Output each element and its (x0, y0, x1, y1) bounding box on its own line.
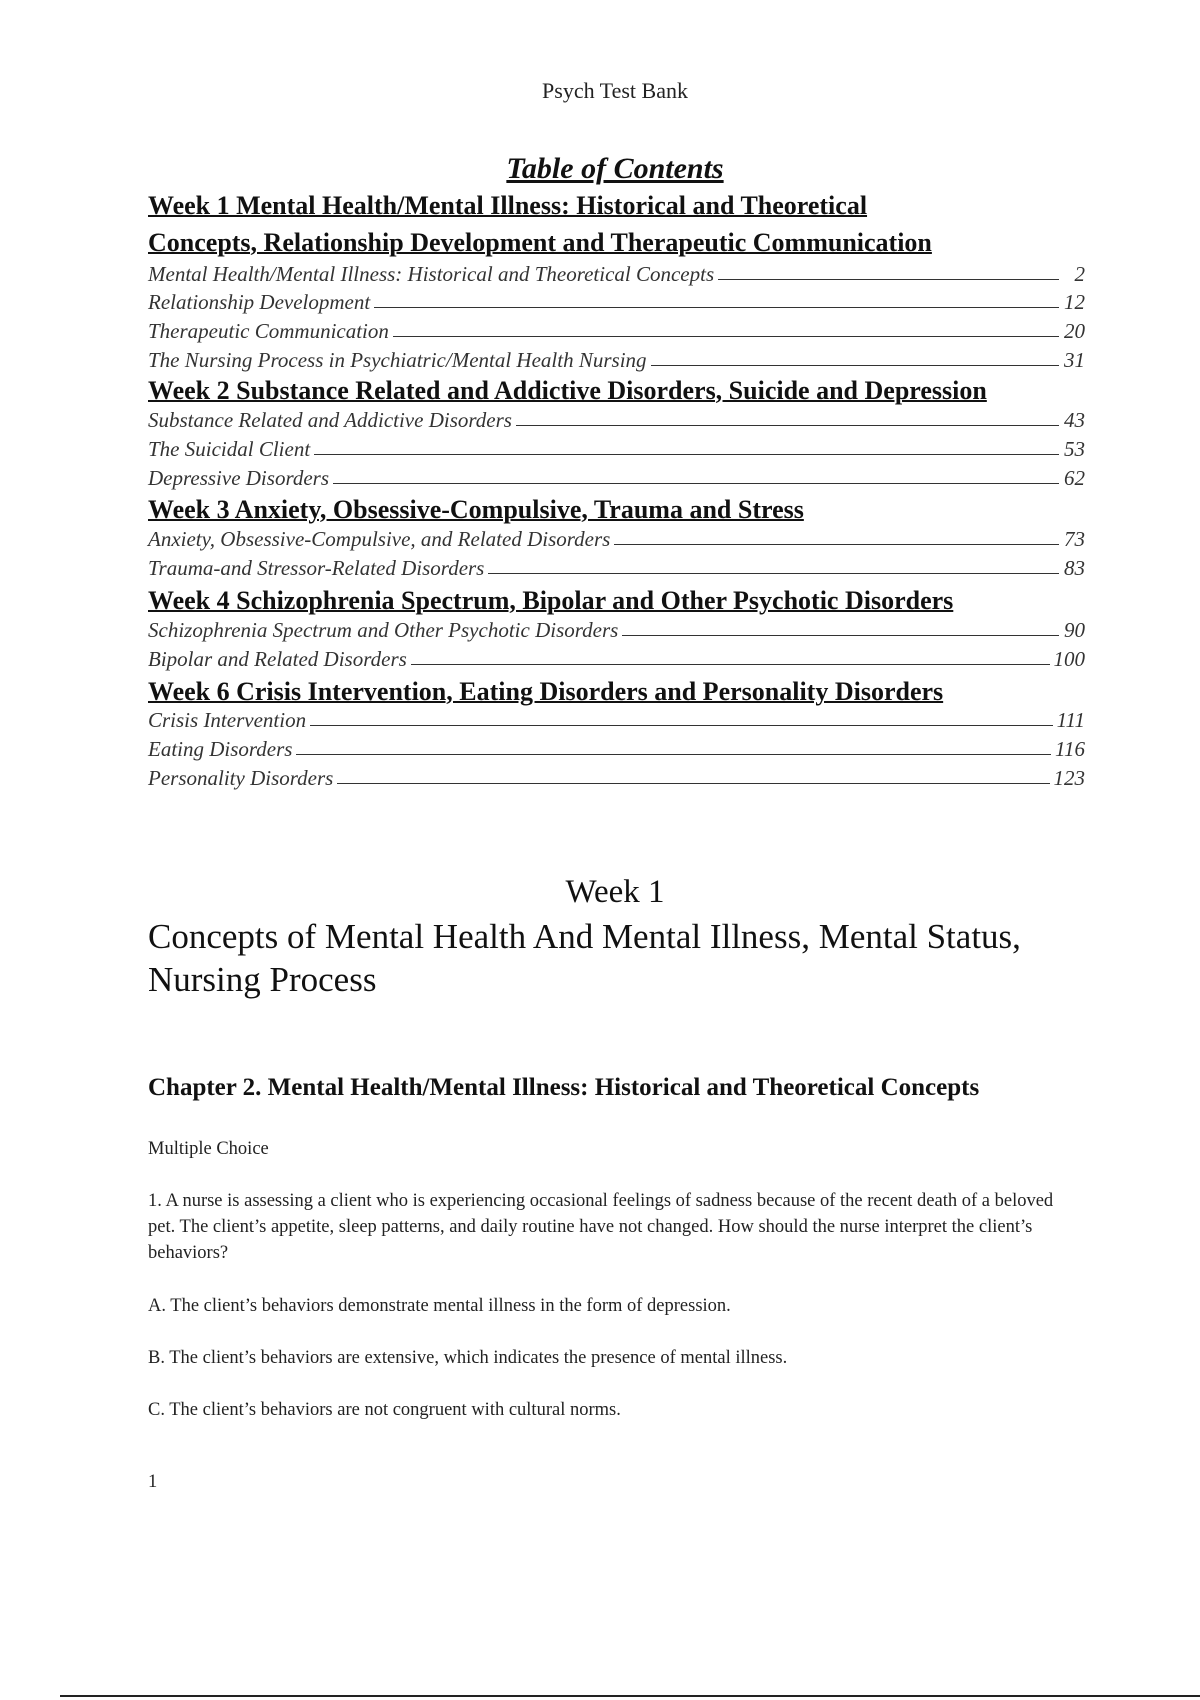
toc-entry[interactable] (148, 618, 1085, 643)
toc-week-heading: Week 6 Crisis Intervention, Eating Disorders and Personality Disorders (148, 677, 944, 706)
toc-entry[interactable] (148, 262, 1085, 287)
toc-leader-line (411, 664, 1050, 665)
toc-entry[interactable] (148, 408, 1085, 433)
toc-week-heading: Week 2 Substance Related and Addictive Disorders, Suicide and Depression (148, 376, 987, 405)
toc-week-heading: Week 3 Anxiety, Obsessive-Compulsive, Trauma and Stress (148, 495, 804, 524)
toc-entry-page: 116 (1055, 737, 1085, 761)
toc-entry[interactable] (148, 766, 1085, 791)
toc-entry-title: Anxiety, Obsessive-Compulsive, and Related Disorders (148, 527, 611, 551)
toc-leader-line (614, 544, 1059, 545)
page-header: Psych Test Bank (542, 78, 688, 103)
toc-entry-page: 43 (1064, 408, 1085, 432)
toc-entry[interactable] (148, 319, 1085, 344)
toc-entry-title: Relationship Development (148, 290, 371, 314)
toc-entry-title: Crisis Intervention (148, 708, 307, 732)
toc-entry-page: 20 (1064, 319, 1085, 343)
question-text: 1. A nurse is assessing a client who is experiencing occasional feelings of sadness because of the recent death of a beloved pet. The client’s appetite, sleep patterns, and daily routine have not changed. How should the nurse interpret the client’s behaviors? (148, 1191, 1054, 1263)
toc-leader-line (651, 365, 1059, 366)
toc-entry-page: 2 (1074, 262, 1085, 286)
question-type: Multiple Choice (148, 1139, 269, 1159)
toc-entry[interactable] (148, 348, 1085, 373)
toc-entry-title: Schizophrenia Spectrum and Other Psychotic Disorders (148, 618, 619, 642)
toc-leader-line (296, 754, 1051, 755)
page-number: 1 (148, 1472, 158, 1492)
toc-leader-line (310, 725, 1053, 726)
toc-week-heading: Week 1 Mental Health/Mental Illness: Historical and Theoretical (148, 191, 868, 220)
answer-option-a: A. The client’s behaviors demonstrate mental illness in the form of depression. (148, 1296, 731, 1316)
toc-entry-title: The Suicidal Client (148, 437, 311, 461)
toc-leader-line (314, 454, 1059, 455)
toc-week-heading: Week 4 Schizophrenia Spectrum, Bipolar and Other Psychotic Disorders (148, 586, 954, 615)
toc-entry-title: Therapeutic Communication (148, 319, 389, 343)
week-subtitle-line: Concepts of Mental Health And Mental Illness, Mental Status, (148, 917, 1021, 956)
chapter-title: Chapter 2. Mental Health/Mental Illness: Historical and Theoretical Concepts (148, 1074, 980, 1101)
toc-entry[interactable] (148, 290, 1085, 315)
toc-entry-title: Mental Health/Mental Illness: Historical and Theoretical Concepts (148, 262, 715, 286)
toc-entry-page: 111 (1056, 708, 1085, 732)
answer-option-b: B. The client’s behaviors are extensive, which indicates the presence of mental illness. (148, 1348, 788, 1368)
toc-entry-page: 62 (1064, 466, 1085, 490)
toc-entry-title: Substance Related and Addictive Disorders (148, 408, 512, 432)
footer-divider (60, 1695, 1200, 1697)
toc-entry[interactable] (148, 466, 1085, 491)
toc-leader-line (516, 425, 1059, 426)
toc-entry[interactable] (148, 556, 1085, 581)
toc-leader-line (374, 307, 1059, 308)
toc-leader-line (622, 635, 1059, 636)
toc-entry-title: Eating Disorders (148, 737, 293, 761)
toc-entry-title: Depressive Disorders (148, 466, 330, 490)
toc-entry-title: Personality Disorders (148, 766, 334, 790)
toc-entry-page: 73 (1064, 527, 1085, 551)
toc-leader-line (718, 279, 1059, 280)
toc-leader-line (337, 783, 1049, 784)
toc-entry[interactable] (148, 647, 1085, 672)
toc-entry-page: 83 (1064, 556, 1085, 580)
toc-entry-page: 12 (1064, 290, 1085, 314)
toc-leader-line (393, 336, 1059, 337)
answer-option-c: C. The client’s behaviors are not congruent with cultural norms. (148, 1400, 621, 1420)
toc-title: Table of Contents (506, 152, 724, 185)
toc-week-heading: Concepts, Relationship Development and Therapeutic Communication (148, 228, 932, 257)
toc-entry-title: Bipolar and Related Disorders (148, 647, 407, 671)
toc-entry-page: 53 (1064, 437, 1085, 461)
toc-entry-page: 100 (1053, 647, 1085, 671)
week-title: Week 1 (565, 874, 665, 910)
toc-entry-page: 123 (1053, 766, 1085, 790)
toc-entry-title: The Nursing Process in Psychiatric/Mental Health Nursing (148, 348, 647, 372)
week-subtitle-line: Nursing Process (148, 960, 377, 999)
toc-entry-page: 90 (1064, 618, 1085, 642)
toc-entry[interactable] (148, 737, 1085, 762)
toc-entry[interactable] (148, 708, 1085, 733)
toc-entry-title: Trauma-and Stressor-Related Disorders (148, 556, 485, 580)
toc-leader-line (488, 573, 1059, 574)
toc-entry-page: 31 (1064, 348, 1085, 372)
toc-entry[interactable] (148, 527, 1085, 552)
toc-entry[interactable] (148, 437, 1085, 462)
toc-leader-line (333, 483, 1059, 484)
